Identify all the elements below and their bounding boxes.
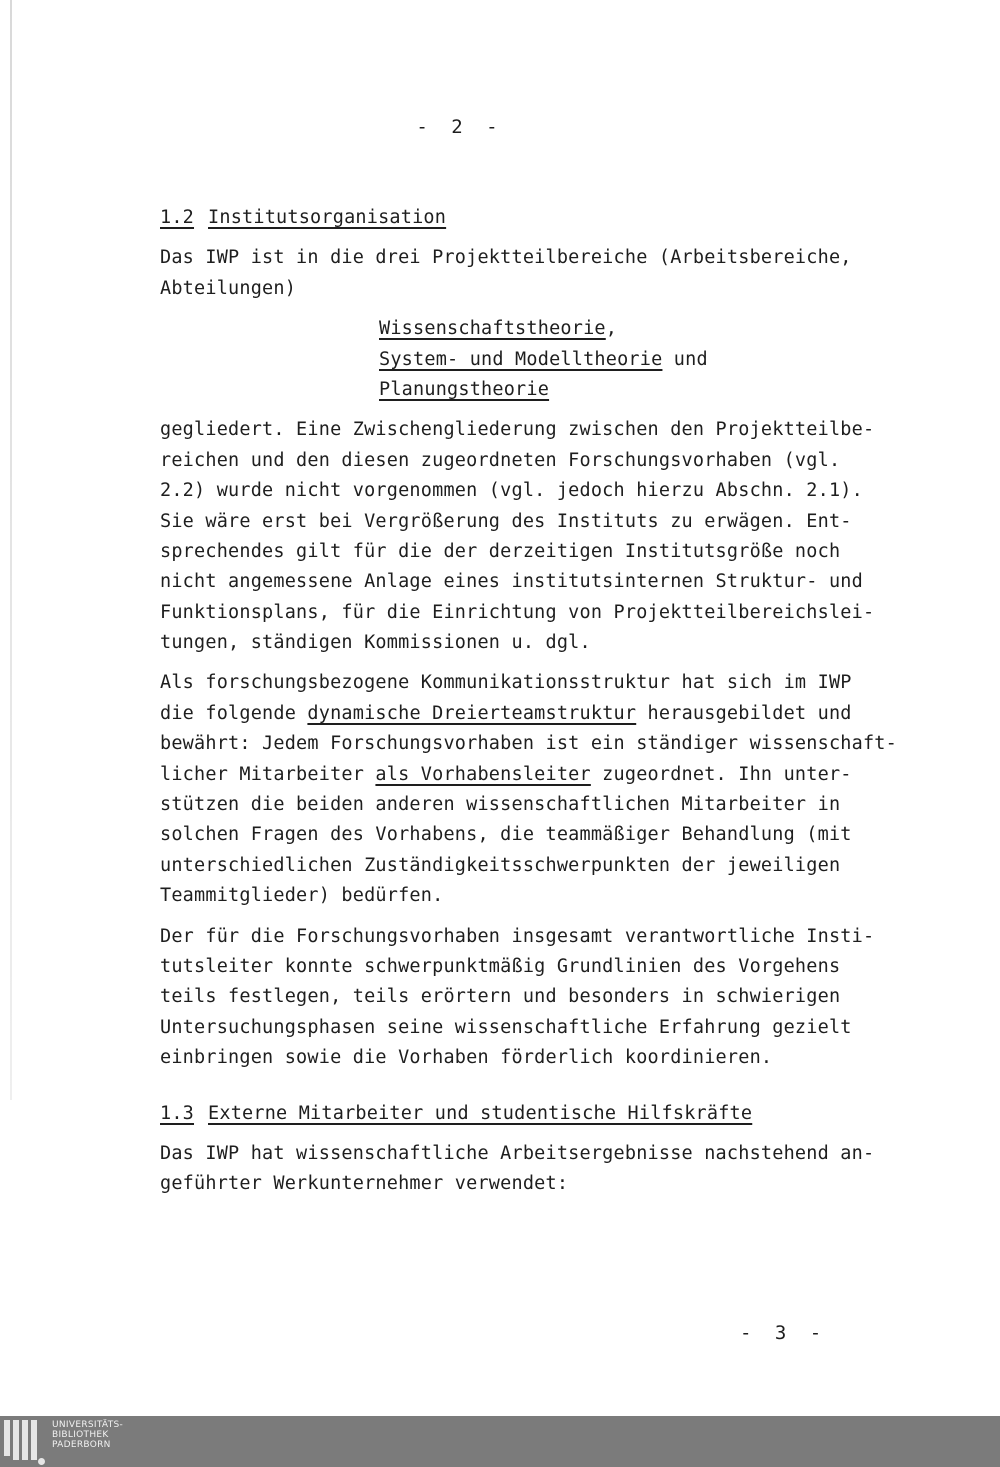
document-body bbox=[160, 203, 950, 1210]
section-title: Institutsorganisation bbox=[208, 207, 447, 228]
text-fragment: zugeordnet. Ihn unter- bbox=[590, 763, 852, 785]
area-suffix: , bbox=[605, 318, 618, 340]
area-name: Wissenschaftstheorie bbox=[379, 318, 606, 340]
text-line: Als forschungsbezogene Kommunikationsstruktur hat sich im IWP bbox=[160, 672, 852, 694]
text-line: Sie wäre erst bei Vergrößerung des Instituts zu erwägen. Ent- bbox=[160, 510, 852, 532]
text-line: teils festlegen, teils erörtern und besonders in schwierigen bbox=[160, 986, 841, 1008]
library-name-line: BIBLIOTHEK bbox=[52, 1430, 109, 1440]
library-name bbox=[52, 1420, 123, 1450]
text-line: einbringen sowie die Vorhaben förderlich koordinieren. bbox=[160, 1047, 773, 1069]
library-logo-dot bbox=[38, 1458, 45, 1465]
area-item bbox=[160, 345, 950, 375]
text-fragment: licher Mitarbeiter bbox=[160, 763, 376, 785]
text-line: Funktionsplans, für die Einrichtung von Projektteilbereichslei- bbox=[160, 601, 875, 623]
section-title: Externe Mitarbeiter und studentische Hilfskräfte bbox=[208, 1102, 753, 1124]
intro-paragraph bbox=[160, 243, 950, 304]
area-item bbox=[160, 314, 950, 344]
text-line: Das IWP hat wissenschaftliche Arbeitsergebnisse nachstehend an- bbox=[160, 1142, 875, 1164]
text-fragment: herausgebildet und bbox=[636, 702, 852, 724]
area-suffix: und bbox=[662, 348, 708, 370]
text-line: Teammitglieder) bedürfen. bbox=[160, 885, 444, 907]
text-line: sprechendes gilt für die der derzeitigen Institutsgröße noch bbox=[160, 540, 841, 562]
library-logo-icon bbox=[4, 1420, 37, 1460]
section-number: 1.3 bbox=[160, 1102, 195, 1124]
area-name: System- und Modelltheorie bbox=[379, 348, 663, 370]
text-line: bewährt: Jedem Forschungsvorhaben ist ein ständiger wissenschaft- bbox=[160, 733, 897, 755]
text-line bbox=[160, 760, 950, 790]
text-line: Der für die Forschungsvorhaben insgesamt verantwortliche Insti- bbox=[160, 925, 875, 947]
text-line: nicht angemessene Anlage eines institutsinternen Struktur- und bbox=[160, 571, 863, 593]
paragraph-kommunikationsstruktur bbox=[160, 668, 950, 911]
page-number: - 2 - bbox=[416, 116, 504, 138]
section-heading-1-2 bbox=[160, 203, 950, 233]
text-line: tungen, ständigen Kommissionen u. dgl. bbox=[160, 632, 591, 654]
paragraph-institutsleiter bbox=[160, 922, 950, 1074]
text-line bbox=[160, 699, 950, 729]
text-line: 2.2) wurde nicht vorgenommen (vgl. jedoch hierzu Abschn. 2.1). bbox=[160, 480, 863, 502]
text-line: reichen und den diesen zugeordneten Forschungsvorhaben (vgl. bbox=[160, 449, 841, 471]
text-line: Das IWP ist in die drei Projektteilbereiche (Arbeitsbereiche, bbox=[160, 247, 852, 269]
text-line: solchen Fragen des Vorhabens, die teammäßiger Behandlung (mit bbox=[160, 824, 852, 846]
text-line: Abteilungen) bbox=[160, 277, 297, 299]
area-item bbox=[160, 375, 950, 405]
paragraph-werkunternehmer bbox=[160, 1139, 950, 1200]
text-line: geführter Werkunternehmer verwendet: bbox=[160, 1173, 569, 1195]
text-line: Untersuchungsphasen seine wissenschaftliche Erfahrung gezielt bbox=[160, 1016, 852, 1038]
library-name-line: PADERBORN bbox=[52, 1440, 111, 1450]
section-number: 1.2 bbox=[160, 207, 195, 228]
paragraph-gliederung bbox=[160, 415, 950, 658]
scan-edge-line bbox=[10, 0, 12, 1100]
underlined-term: dynamische Dreierteamstruktur bbox=[307, 702, 637, 724]
library-footer-bar bbox=[0, 1416, 1000, 1467]
text-fragment: die folgende bbox=[160, 702, 308, 724]
underlined-term: als Vorhabensleiter bbox=[375, 763, 591, 785]
library-name-line: UNIVERSITÄTS- bbox=[52, 1420, 124, 1430]
area-list bbox=[160, 314, 950, 405]
next-page-marker: - 3 - bbox=[740, 1322, 828, 1344]
section-heading-1-3 bbox=[160, 1099, 950, 1129]
text-line: gegliedert. Eine Zwischengliederung zwischen den Projektteilbe- bbox=[160, 419, 875, 441]
area-name: Planungstheorie bbox=[379, 378, 550, 400]
text-line: stützen die beiden anderen wissenschaftlichen Mitarbeiter in bbox=[160, 794, 841, 816]
text-line: unterschiedlichen Zuständigkeitsschwerpunkten der jeweiligen bbox=[160, 854, 841, 876]
text-line: tutsleiter konnte schwerpunktmäßig Grundlinien des Vorgehens bbox=[160, 955, 841, 977]
